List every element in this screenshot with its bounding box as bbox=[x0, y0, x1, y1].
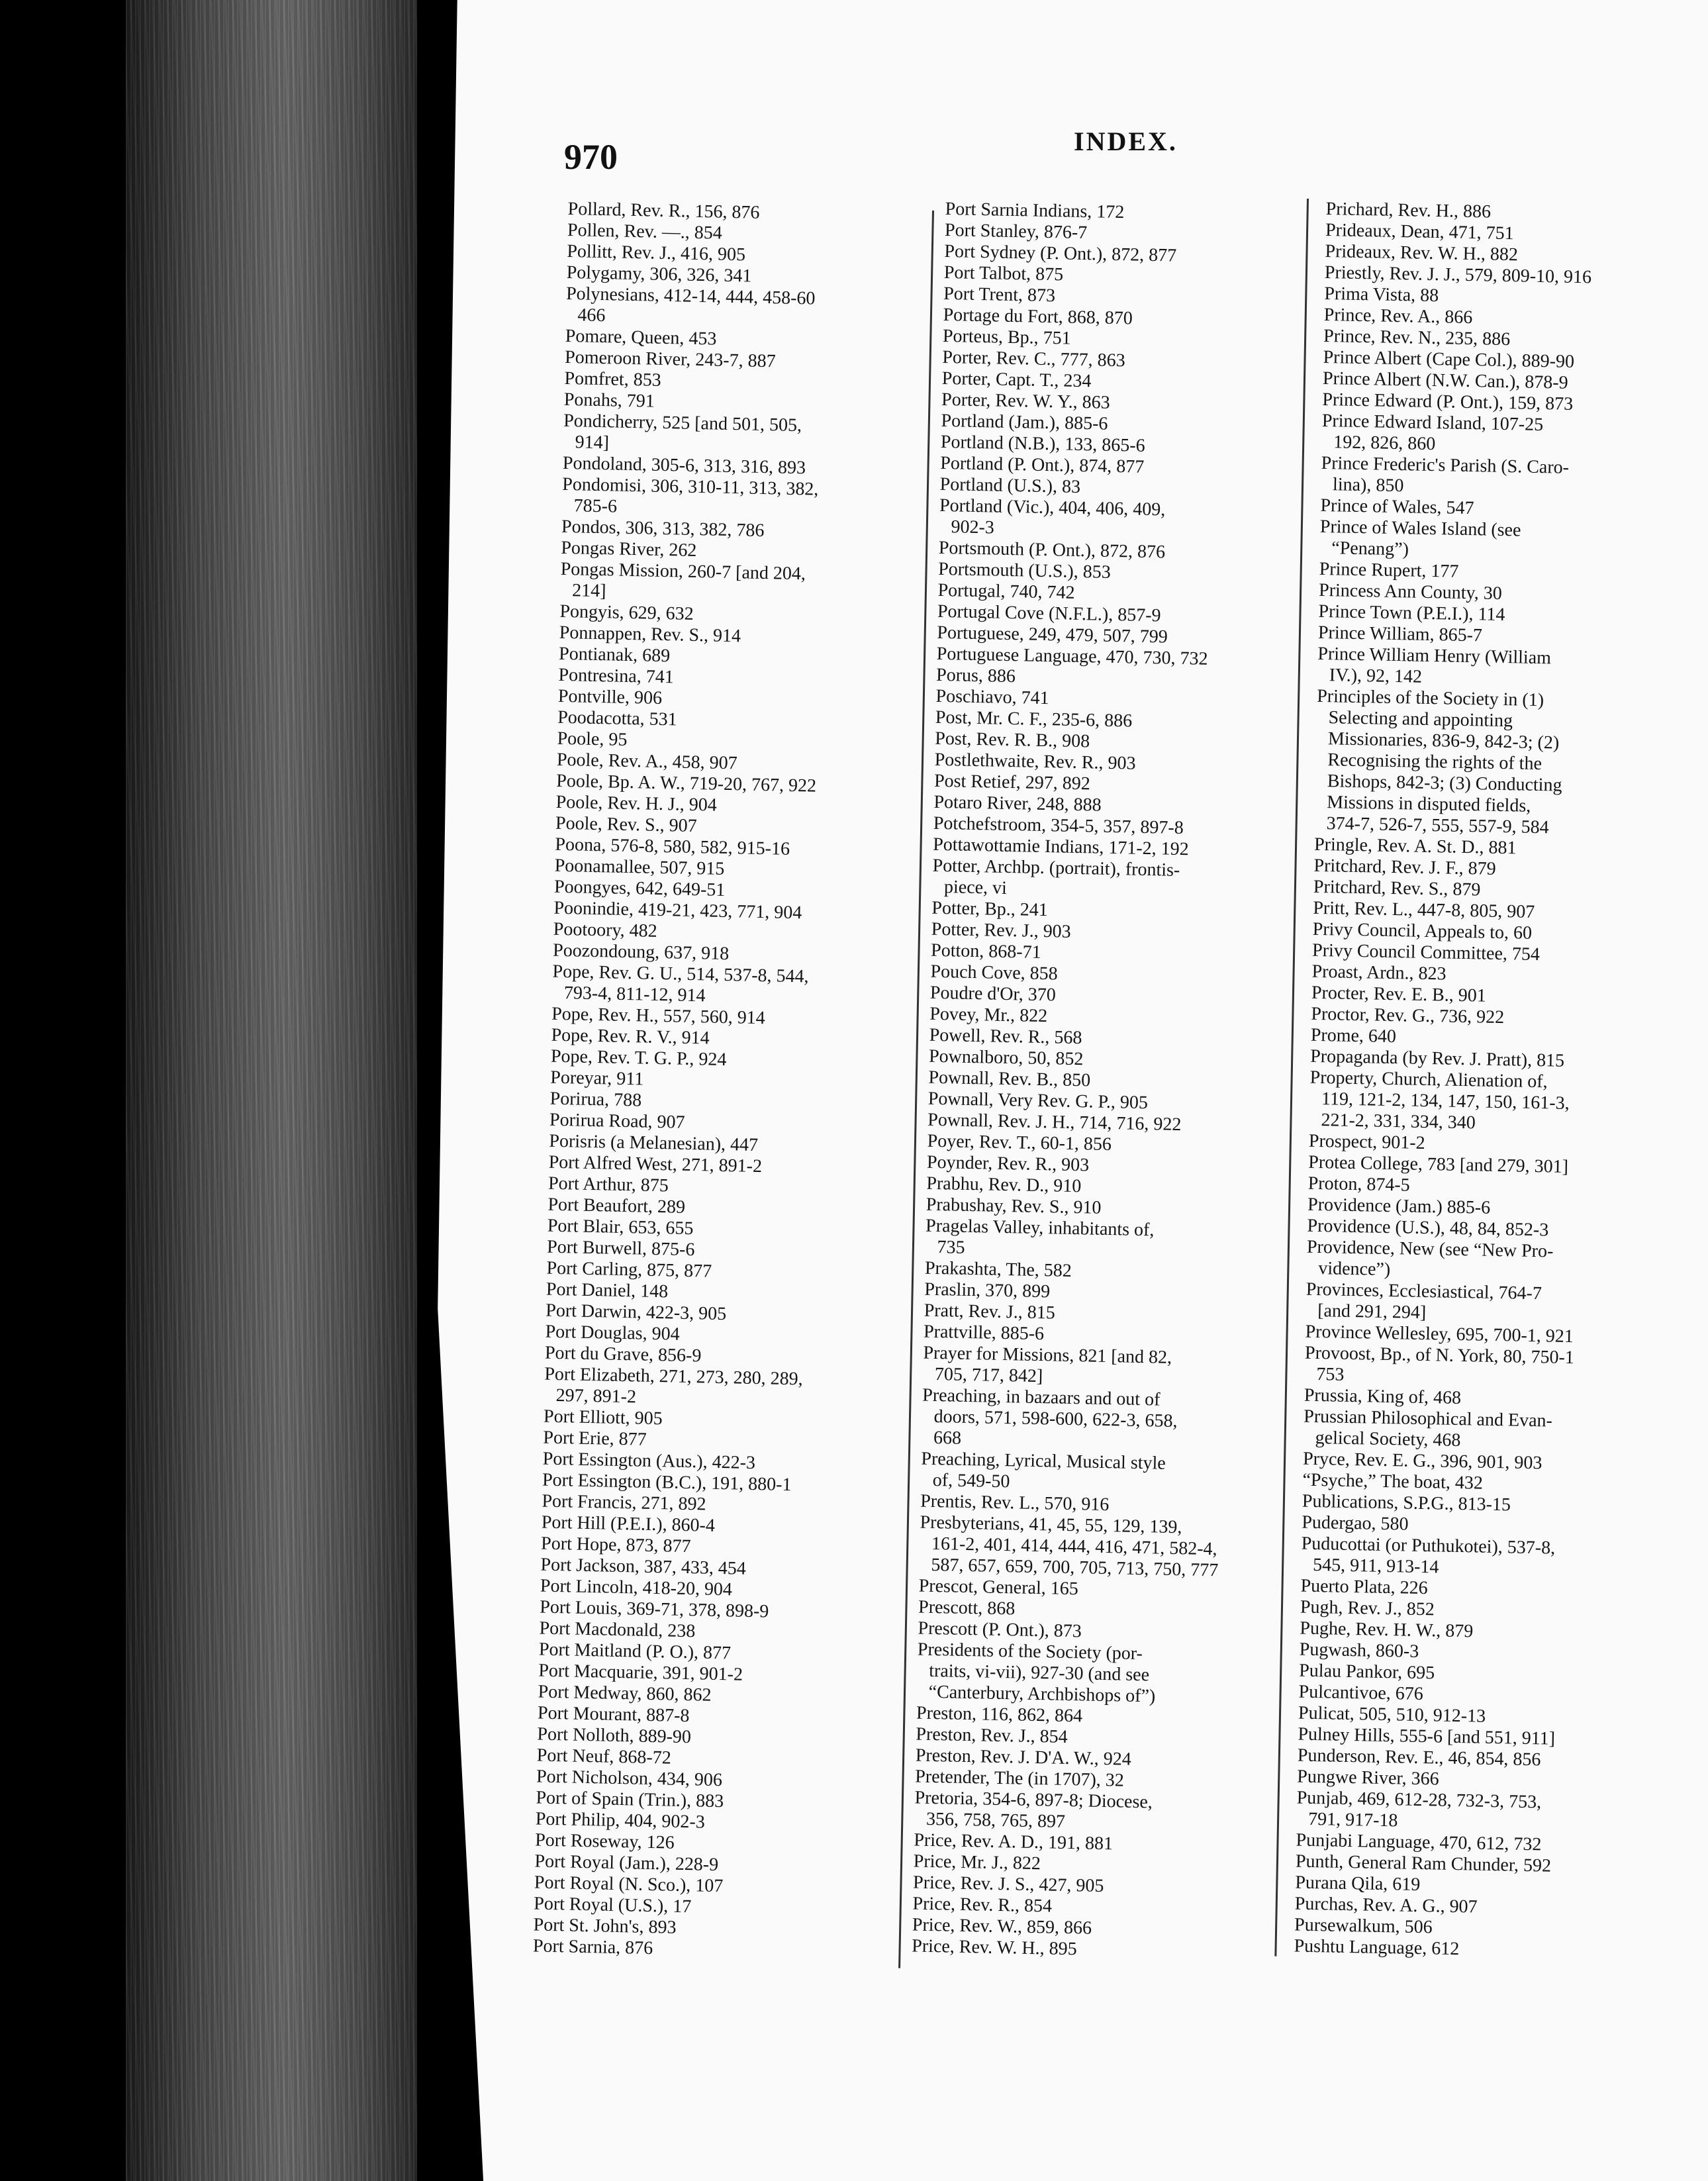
index-entry-continuation: Bishops, 842-3; (3) Conducting bbox=[1327, 771, 1562, 796]
index-entry: Port Francis, 271, 892 bbox=[542, 1490, 706, 1515]
index-entry: Preaching, in bazaars and out of bbox=[922, 1384, 1161, 1410]
index-entry: Pritchard, Rev. S., 879 bbox=[1313, 876, 1481, 900]
index-entry: Porus, 886 bbox=[935, 664, 1016, 687]
index-entry: Pollard, Rev. R., 156, 876 bbox=[567, 199, 760, 223]
index-entry: Pontianak, 689 bbox=[558, 643, 671, 667]
index-entry: Portsmouth (U.S.), 853 bbox=[937, 558, 1112, 583]
index-entry: Prince of Wales, 547 bbox=[1320, 495, 1474, 519]
index-entry-continuation: traits, vi-vii), 927-30 (and see bbox=[929, 1660, 1150, 1686]
index-entry: Port Royal (N. Sco.), 107 bbox=[534, 1872, 724, 1897]
index-entry: Preston, Rev. J. D'A. W., 924 bbox=[915, 1745, 1132, 1770]
index-entry-continuation: 735 bbox=[937, 1237, 965, 1258]
index-entry-continuation: 374-7, 526-7, 555, 557-9, 584 bbox=[1326, 813, 1549, 838]
index-entry: Pulicat, 505, 510, 912-13 bbox=[1298, 1702, 1486, 1727]
index-entry-continuation: Selecting and appointing bbox=[1328, 707, 1513, 732]
index-entry: Port Nicholson, 434, 906 bbox=[536, 1766, 723, 1791]
index-entry: Pulney Hills, 555-6 [and 551, 911] bbox=[1298, 1723, 1556, 1749]
index-entry: Pomfret, 853 bbox=[564, 367, 662, 391]
index-entry: Portuguese Language, 470, 730, 732 bbox=[936, 643, 1208, 669]
index-entry: Pragelas Valley, inhabitants of, bbox=[925, 1215, 1155, 1241]
index-entry: Poyer, Rev. T., 60-1, 856 bbox=[927, 1130, 1112, 1155]
index-entry: Port Blair, 653, 655 bbox=[547, 1215, 694, 1239]
index-entry: Pulcantivoe, 676 bbox=[1298, 1681, 1424, 1705]
index-entry: Port Macdonald, 238 bbox=[539, 1618, 696, 1642]
index-entry: Prabhu, Rev. D., 910 bbox=[926, 1173, 1082, 1197]
index-entry: Port St. John's, 893 bbox=[533, 1914, 677, 1938]
index-entry: Price, Rev. J. S., 427, 905 bbox=[912, 1872, 1104, 1897]
index-entry: Princess Ann County, 30 bbox=[1318, 579, 1503, 604]
index-entry: Providence (U.S.), 48, 84, 852-3 bbox=[1307, 1215, 1549, 1241]
index-entry: Pushtu Language, 612 bbox=[1294, 1935, 1460, 1960]
index-entry: Port Sydney (P. Ont.), 872, 877 bbox=[944, 240, 1177, 266]
index-entry: Pope, Rev. G. U., 514, 537-8, 544, bbox=[552, 961, 809, 987]
index-entry: Portugal Cove (N.F.L.), 857-9 bbox=[937, 601, 1161, 626]
index-entry: Pomare, Queen, 453 bbox=[565, 325, 717, 350]
index-entry: Protea College, 783 [and 279, 301] bbox=[1308, 1151, 1569, 1177]
index-entry: Pondos, 306, 313, 382, 786 bbox=[561, 516, 765, 542]
index-entry: Province Wellesley, 695, 700-1, 921 bbox=[1305, 1321, 1574, 1347]
index-entry: Poozondoung, 637, 918 bbox=[552, 940, 730, 965]
index-entry: Pursewalkum, 506 bbox=[1294, 1914, 1433, 1938]
index-entry: Pontville, 906 bbox=[557, 685, 663, 708]
index-entry-continuation: IV.), 92, 142 bbox=[1329, 665, 1423, 687]
index-entry: Pollen, Rev. —., 854 bbox=[567, 219, 723, 244]
index-entry-continuation: 785-6 bbox=[573, 495, 618, 517]
index-entry: Potton, 868-71 bbox=[930, 940, 1041, 963]
index-entry-continuation: Missions in disputed fields, bbox=[1327, 792, 1531, 816]
index-entry: Prince William, 865-7 bbox=[1317, 622, 1483, 646]
index-entry: Pope, Rev. T. G. P., 924 bbox=[550, 1045, 727, 1071]
index-entry: Preaching, Lyrical, Musical style bbox=[921, 1448, 1166, 1474]
index-entry: Port of Spain (Trin.), 883 bbox=[536, 1787, 724, 1812]
index-entry-continuation: of, 549-50 bbox=[932, 1469, 1010, 1492]
index-entry: Prince, Rev. N., 235, 886 bbox=[1323, 325, 1511, 350]
index-entry-continuation: doors, 571, 598-600, 622-3, 658, bbox=[933, 1406, 1178, 1432]
index-entry: Portland (N.B.), 133, 865-6 bbox=[940, 431, 1145, 456]
index-entry-continuation: 214] bbox=[571, 580, 606, 602]
index-entry: Prima Vista, 88 bbox=[1324, 283, 1439, 307]
index-entry: Port Jackson, 387, 433, 454 bbox=[540, 1554, 747, 1579]
index-entry: Ponahs, 791 bbox=[563, 389, 655, 412]
index-entry: Port Douglas, 904 bbox=[545, 1321, 680, 1345]
page-number: 970 bbox=[564, 137, 618, 177]
index-entry: Pollitt, Rev. J., 416, 905 bbox=[567, 240, 746, 266]
index-entry: Port Burwell, 875-6 bbox=[546, 1236, 695, 1261]
index-entry-continuation: 545, 911, 913-14 bbox=[1312, 1554, 1439, 1578]
index-entry: Prince Town (P.E.I.), 114 bbox=[1318, 601, 1505, 626]
index-entry: Prince Edward Island, 107-25 bbox=[1321, 410, 1544, 436]
index-entry: Porirua, 788 bbox=[549, 1088, 642, 1111]
index-entry: Pownall, Rev. B., 850 bbox=[928, 1067, 1091, 1091]
index-entry: Puerto Plata, 226 bbox=[1300, 1575, 1428, 1599]
index-entry: Privy Council Committee, 754 bbox=[1311, 940, 1541, 965]
index-entry-continuation: 587, 657, 659, 700, 705, 713, 750, 777 bbox=[931, 1554, 1219, 1581]
index-entry: Price, Rev. W. H., 895 bbox=[912, 1935, 1077, 1960]
index-entry: Prentis, Rev. L., 570, 916 bbox=[920, 1490, 1110, 1516]
index-entry: Port Hill (P.E.I.), 860-4 bbox=[541, 1512, 716, 1536]
index-entry: Prome, 640 bbox=[1310, 1024, 1397, 1047]
index-entry: Punderson, Rev. E., 46, 854, 856 bbox=[1297, 1745, 1541, 1770]
index-entry: Prakashta, The, 582 bbox=[924, 1257, 1072, 1281]
index-entry: Pugh, Rev. J., 852 bbox=[1300, 1596, 1435, 1620]
index-entry: Port Nolloth, 889-90 bbox=[537, 1723, 692, 1748]
index-entry: Pootoory, 482 bbox=[553, 918, 657, 942]
index-entry: Price, Rev. W., 859, 866 bbox=[912, 1914, 1092, 1939]
index-entry: Potter, Bp., 241 bbox=[931, 897, 1049, 921]
index-entry: Purchas, Rev. A. G., 907 bbox=[1294, 1893, 1478, 1917]
index-entry: Porter, Capt. T., 234 bbox=[941, 367, 1092, 392]
index-entry: Portugal, 740, 742 bbox=[937, 579, 1075, 603]
index-entry: Port Hope, 873, 877 bbox=[540, 1533, 691, 1557]
index-entry: Proast, Ardn., 823 bbox=[1311, 961, 1447, 985]
index-entry: Port Mourant, 887-8 bbox=[537, 1702, 690, 1727]
index-entry: Porter, Rev. C., 777, 863 bbox=[942, 346, 1125, 371]
index-entry: Purana Qila, 619 bbox=[1295, 1872, 1421, 1896]
index-entry: Port Beaufort, 289 bbox=[547, 1194, 686, 1218]
index-entry: Port Roseway, 126 bbox=[534, 1829, 675, 1853]
index-entry-continuation: “Canterbury, Archbishops of”) bbox=[928, 1681, 1156, 1707]
index-entry: Portland (Vic.), 404, 406, 409, bbox=[939, 495, 1166, 520]
book-spine-edge bbox=[126, 0, 417, 2181]
index-entry: Port Sarnia Indians, 172 bbox=[945, 199, 1125, 223]
index-entry: Pryce, Rev. E. G., 396, 901, 903 bbox=[1302, 1448, 1542, 1474]
index-entry: Portsmouth (P. Ont.), 872, 876 bbox=[938, 537, 1166, 563]
index-entry-continuation: 753 bbox=[1316, 1364, 1345, 1385]
index-entry: Port Darwin, 422-3, 905 bbox=[545, 1300, 727, 1325]
index-entry: Port Philip, 404, 902-3 bbox=[535, 1808, 706, 1833]
index-entry: Pomeroon River, 243-7, 887 bbox=[564, 346, 776, 372]
index-entry: Prince Albert (N.W. Can.), 878-9 bbox=[1322, 367, 1568, 393]
index-entry: Potchefstroom, 354-5, 357, 897-8 bbox=[933, 812, 1184, 839]
index-entry: Pope, Rev. H., 557, 560, 914 bbox=[551, 1003, 766, 1029]
index-entry: Price, Rev. R., 854 bbox=[912, 1893, 1053, 1917]
index-entry: Poole, Rev. H. J., 904 bbox=[555, 791, 718, 816]
index-entry: Prince of Wales Island (see bbox=[1319, 516, 1521, 541]
index-entry: Prussia, King of, 468 bbox=[1304, 1384, 1462, 1409]
index-entry: “Psyche,” The boat, 432 bbox=[1302, 1469, 1484, 1494]
index-entry-continuation: 221-2, 331, 334, 340 bbox=[1321, 1110, 1476, 1134]
index-entry: Punjabi Language, 470, 612, 732 bbox=[1296, 1829, 1542, 1855]
index-entry: Potaro River, 248, 888 bbox=[933, 791, 1102, 816]
index-entry-continuation: 192, 826, 860 bbox=[1333, 432, 1436, 455]
index-entry: Principles of the Society in (1) bbox=[1316, 685, 1544, 711]
index-entry: Pringle, Rev. A. St. D., 881 bbox=[1313, 834, 1517, 859]
index-entry: Portage du Fort, 868, 870 bbox=[943, 304, 1133, 329]
index-entry: Pongas River, 262 bbox=[561, 537, 697, 561]
index-entry: Poona, 576-8, 580, 582, 915-16 bbox=[555, 834, 790, 859]
index-entry: Port Sarnia, 876 bbox=[532, 1935, 653, 1959]
index-entry: Polygamy, 306, 326, 341 bbox=[566, 262, 752, 287]
index-entry: Pownall, Very Rev. G. P., 905 bbox=[927, 1088, 1149, 1114]
index-entry: Preston, 116, 862, 864 bbox=[916, 1702, 1083, 1727]
index-entry: Providence (Jam.) 885-6 bbox=[1307, 1194, 1491, 1218]
index-entry: Portland (Jam.), 885-6 bbox=[941, 410, 1108, 434]
index-entry-continuation: 705, 717, 842] bbox=[934, 1364, 1043, 1387]
index-entry: Port Royal (U.S.), 17 bbox=[533, 1893, 692, 1917]
index-entry: Port Alfred West, 271, 891-2 bbox=[548, 1151, 763, 1177]
index-entry: Port Maitland (P. O.), 877 bbox=[538, 1639, 732, 1664]
index-entry: Poole, Rev. A., 458, 907 bbox=[556, 749, 737, 774]
index-entry: Post Retief, 297, 892 bbox=[933, 770, 1091, 795]
index-entry: Port Trent, 873 bbox=[943, 283, 1056, 307]
index-entry: Prince Edward (P. Ont.), 159, 873 bbox=[1322, 389, 1574, 414]
index-entry-continuation: 466 bbox=[577, 305, 606, 326]
index-entry: Publications, S.P.G., 813-15 bbox=[1302, 1490, 1511, 1516]
index-entry: Poodacotta, 531 bbox=[557, 706, 677, 730]
index-entry: Prescott, 868 bbox=[918, 1596, 1016, 1620]
index-entry: Proctor, Rev. G., 736, 922 bbox=[1311, 1003, 1505, 1028]
index-entry: Prayer for Missions, 821 [and 82, bbox=[923, 1342, 1172, 1368]
index-entry: Portland (P. Ont.), 874, 877 bbox=[940, 452, 1145, 477]
index-entry: Pownall, Rev. J. H., 714, 716, 922 bbox=[927, 1109, 1182, 1136]
page-title: INDEX. bbox=[1074, 126, 1178, 156]
index-entry: Porisris (a Melanesian), 447 bbox=[549, 1130, 759, 1156]
index-entry: Port Erie, 877 bbox=[543, 1427, 647, 1450]
index-entry-continuation: piece, vi bbox=[943, 877, 1008, 898]
index-entry: Priestly, Rev. J. J., 579, 809-10, 916 bbox=[1324, 262, 1592, 288]
index-entry: Port Lincoln, 418-20, 904 bbox=[540, 1575, 733, 1600]
index-entry: Port Medway, 860, 862 bbox=[538, 1681, 712, 1706]
index-entry-continuation: “Penang”) bbox=[1331, 538, 1409, 560]
index-entry: Port Elliott, 905 bbox=[543, 1406, 663, 1430]
index-entry: Porter, Rev. W. Y., 863 bbox=[941, 389, 1110, 413]
index-entry: Port Louis, 369-71, 378, 898-9 bbox=[539, 1596, 769, 1622]
index-entry: Price, Rev. A. D., 191, 881 bbox=[914, 1829, 1114, 1855]
index-entry-continuation: 668 bbox=[933, 1428, 962, 1449]
index-entry: Postlethwaite, Rev. R., 903 bbox=[934, 749, 1136, 774]
index-entry: Price, Mr. J., 822 bbox=[913, 1851, 1041, 1874]
index-entry: Pudergao, 580 bbox=[1302, 1512, 1409, 1535]
index-entry: Puducottai (or Puthukotei), 537-8, bbox=[1301, 1533, 1556, 1559]
index-entry: Portuguese, 249, 479, 507, 799 bbox=[937, 622, 1168, 648]
index-entry: Poongyes, 642, 649-51 bbox=[553, 876, 726, 900]
index-entry: Port Daniel, 148 bbox=[546, 1279, 669, 1302]
index-entry: Prince Albert (Cape Col.), 889-90 bbox=[1323, 346, 1575, 372]
index-entry-continuation: 793-4, 811-12, 914 bbox=[563, 983, 706, 1006]
index-entry-continuation: 119, 121-2, 134, 147, 150, 161-3, bbox=[1321, 1089, 1570, 1114]
index-entry: Property, Church, Alienation of, bbox=[1309, 1067, 1548, 1092]
index-entry: Powell, Rev. R., 568 bbox=[929, 1024, 1082, 1049]
index-entry: Potter, Rev. J., 903 bbox=[931, 918, 1072, 942]
index-entry: Praslin, 370, 899 bbox=[924, 1279, 1051, 1302]
index-entry: Prince, Rev. A., 866 bbox=[1323, 304, 1473, 328]
index-entry: Port Essington (Aus.), 422-3 bbox=[542, 1448, 756, 1474]
index-entry: Port du Grave, 856-9 bbox=[544, 1342, 702, 1367]
index-entry: Pongas Mission, 260-7 [and 204, bbox=[560, 558, 806, 585]
index-entry: Prideaux, Dean, 471, 751 bbox=[1325, 219, 1514, 244]
index-entry: Poonamallee, 507, 915 bbox=[554, 855, 725, 879]
index-entry: Pulau Pankor, 695 bbox=[1298, 1660, 1435, 1684]
index-entry-continuation: 297, 891-2 bbox=[555, 1385, 637, 1408]
index-entry: Pritchard, Rev. J. F., 879 bbox=[1313, 855, 1496, 879]
index-entry: Providence, New (see “New Pro- bbox=[1306, 1236, 1554, 1262]
index-entry: Pretoria, 354-6, 897-8; Diocese, bbox=[914, 1787, 1153, 1813]
index-entry: Pottawottamie Indians, 171-2, 192 bbox=[932, 834, 1190, 860]
index-entry-continuation: 161-2, 401, 414, 444, 416, 471, 582-4, bbox=[931, 1533, 1217, 1560]
index-entry: Port Neuf, 868-72 bbox=[536, 1745, 672, 1769]
index-entry: Provinces, Ecclesiastical, 764-7 bbox=[1305, 1279, 1542, 1304]
index-entry: Pugwash, 860-3 bbox=[1299, 1639, 1419, 1662]
index-entry: Procter, Rev. E. B., 901 bbox=[1311, 982, 1487, 1006]
index-entry: Port Macquarie, 391, 901-2 bbox=[538, 1660, 743, 1685]
index-entry: Poole, Rev. S., 907 bbox=[555, 812, 697, 837]
index-entry: Port Arthur, 875 bbox=[547, 1173, 669, 1196]
index-entry: Post, Rev. R. B., 908 bbox=[935, 728, 1090, 752]
index-entry: Portland (U.S.), 83 bbox=[939, 473, 1081, 497]
index-entry: Pondomisi, 306, 310-11, 313, 382, bbox=[562, 473, 819, 500]
index-entry: Pratt, Rev. J., 815 bbox=[924, 1300, 1056, 1324]
index-entry-continuation: gelical Society, 468 bbox=[1315, 1428, 1461, 1451]
index-entry: Post, Mr. C. F., 235-6, 886 bbox=[935, 706, 1133, 732]
index-entry: Preston, Rev. J., 854 bbox=[916, 1723, 1068, 1747]
index-entry-continuation: 914] bbox=[575, 432, 610, 454]
index-entry: Prince Frederic's Parish (S. Caro- bbox=[1321, 452, 1570, 478]
index-entry-continuation: lina), 850 bbox=[1332, 474, 1404, 497]
index-entry: Poonindie, 419-21, 423, 771, 904 bbox=[553, 897, 802, 924]
index-entry-continuation: 791, 917-18 bbox=[1307, 1808, 1398, 1831]
index-entry: Pongyis, 629, 632 bbox=[559, 601, 694, 624]
index-entry: Ponnappen, Rev. S., 914 bbox=[559, 622, 741, 647]
index-entry: Punth, General Ram Chunder, 592 bbox=[1295, 1851, 1552, 1876]
index-entry: Pondicherry, 525 [and 501, 505, bbox=[563, 410, 802, 436]
index-entry: Port Stanley, 876-7 bbox=[944, 219, 1088, 244]
index-entry: Provoost, Bp., of N. York, 80, 750-1 bbox=[1304, 1342, 1575, 1369]
index-entry: Prideaux, Rev. W. H., 882 bbox=[1325, 240, 1519, 266]
index-entry: Poole, Bp. A. W., 719-20, 767, 922 bbox=[556, 770, 817, 797]
index-entry: Poynder, Rev. R., 903 bbox=[926, 1151, 1090, 1176]
index-entry: Poschiavo, 741 bbox=[935, 685, 1049, 709]
index-entry: Propaganda (by Rev. J. Pratt), 815 bbox=[1309, 1045, 1565, 1071]
index-entry: Pungwe River, 366 bbox=[1297, 1766, 1439, 1790]
index-entry: Port Essington (B.C.), 191, 880-1 bbox=[542, 1469, 792, 1496]
index-entry-continuation: [and 291, 294] bbox=[1317, 1300, 1427, 1324]
index-entry: Pughe, Rev. H. W., 879 bbox=[1300, 1618, 1474, 1642]
index-column-2 bbox=[912, 199, 1245, 1963]
index-entry: Punjab, 469, 612-28, 732-3, 753, bbox=[1296, 1787, 1542, 1813]
index-entry: Pretender, The (in 1707), 32 bbox=[914, 1766, 1125, 1791]
index-entry: Pouch Cove, 858 bbox=[930, 961, 1058, 985]
index-entry: Potter, Archbp. (portrait), frontis- bbox=[932, 855, 1180, 881]
index-entry: Pope, Rev. R. V., 914 bbox=[551, 1024, 710, 1049]
index-entry: Prince Rupert, 177 bbox=[1319, 558, 1459, 582]
index-entry: Pondoland, 305-6, 313, 316, 893 bbox=[562, 452, 806, 479]
index-entry: Pontresina, 741 bbox=[558, 664, 675, 688]
index-entry-continuation: 356, 758, 765, 897 bbox=[925, 1808, 1066, 1832]
index-entry: Prescot, General, 165 bbox=[918, 1575, 1079, 1600]
index-entry: Povey, Mr., 822 bbox=[929, 1003, 1048, 1027]
index-column-3 bbox=[1294, 199, 1595, 1962]
index-entry: Pownalboro, 50, 852 bbox=[928, 1045, 1084, 1070]
index-entry: Porirua Road, 907 bbox=[549, 1109, 685, 1133]
index-entry: Proton, 874-5 bbox=[1307, 1173, 1410, 1196]
index-column-1 bbox=[533, 199, 828, 1962]
index-entry: Port Carling, 875, 877 bbox=[546, 1257, 712, 1282]
index-entry: Prescott (P. Ont.), 873 bbox=[918, 1618, 1082, 1642]
index-entry: Port Talbot, 875 bbox=[943, 262, 1064, 285]
index-entry: Polynesians, 412-14, 444, 458-60 bbox=[565, 283, 816, 309]
index-entry: Prichard, Rev. H., 886 bbox=[1325, 199, 1492, 222]
index-entry: Port Elizabeth, 271, 273, 280, 289, bbox=[544, 1363, 804, 1390]
index-entry: Porteus, Bp., 751 bbox=[942, 325, 1071, 349]
index-entry-continuation: vidence”) bbox=[1318, 1258, 1391, 1281]
index-entry: Presidents of the Society (por- bbox=[917, 1639, 1143, 1665]
index-entry: Poudre d'Or, 370 bbox=[929, 982, 1057, 1006]
index-entry: Poole, 95 bbox=[557, 728, 628, 750]
index-entry: Presbyterians, 41, 45, 55, 129, 139, bbox=[920, 1512, 1182, 1538]
index-entry: Poreyar, 911 bbox=[550, 1067, 644, 1090]
index-entry: Prussian Philosophical and Evan- bbox=[1304, 1406, 1553, 1431]
index-entry: Prattville, 885-6 bbox=[923, 1321, 1045, 1345]
index-entry: Privy Council, Appeals to, 60 bbox=[1312, 918, 1533, 944]
index-entry-continuation: 902-3 bbox=[951, 516, 995, 538]
index-entry: Prabushay, Rev. S., 910 bbox=[925, 1194, 1102, 1218]
index-entry: Prospect, 901-2 bbox=[1308, 1130, 1425, 1153]
index-entry: Port Royal (Jam.), 228-9 bbox=[534, 1851, 719, 1876]
index-entry-continuation: Missionaries, 836-9, 842-3; (2) bbox=[1327, 728, 1560, 753]
index-entry: Prince William Henry (William bbox=[1317, 643, 1552, 669]
index-entry: Pritt, Rev. L., 447-8, 805, 907 bbox=[1313, 897, 1535, 922]
index-entry-continuation: Recognising the rights of the bbox=[1327, 750, 1542, 775]
